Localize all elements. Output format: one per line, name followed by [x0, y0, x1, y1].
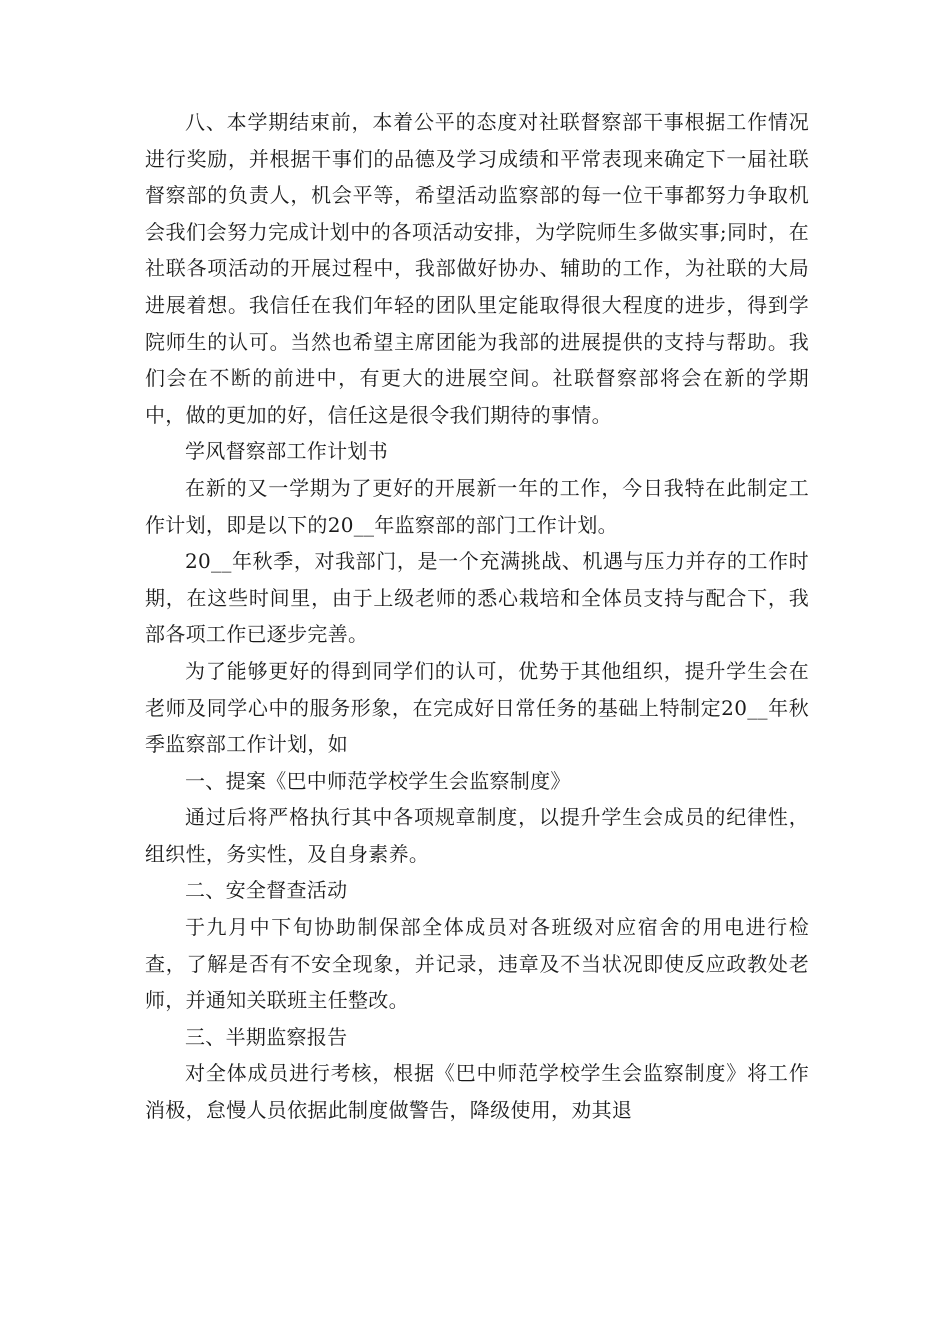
paragraph-item-2: 于九月中下旬协助制保部全体成员对各班级对应宿舍的用电进行检查，了解是否有不安全现象，并记录，违章及不当状况即使反应政教处老师，并通知关联班主任整改。 [145, 915, 809, 1013]
paragraph-plan-purpose: 为了能够更好的得到同学们的认可，优势于其他组织，提升学生会在老师及同学心中的服务形象，在完成好日常任务的基础上特制定20__年秋季监察部工作计划，如 [145, 658, 809, 757]
heading-item-2: 二、安全督查活动 [185, 878, 348, 903]
paragraph-item-3: 对全体成员进行考核，根据《巴中师范学校学生会监察制度》将工作消极，怠慢人员依据此制度做警告，降级使用，劝其退 [145, 1061, 809, 1123]
section-title: 学风督察部工作计划书 [185, 439, 388, 464]
heading-item-3: 三、半期监察报告 [185, 1024, 348, 1049]
paragraph-item-1: 通过后将严格执行其中各项规章制度，以提升学生会成员的纪律性，组织性，务实性，及自身素养。 [145, 805, 809, 866]
document-body [145, 104, 809, 1129]
paragraph-item-8-conclusion: 八、本学期结束前，本着公平的态度对社联督察部干事根据工作情况进行奖励，并根据干事们的品德及学习成绩和平常表现来确定下一届社联督察部的负责人，机会平等，希望活动监察部的每一位干事都努力争取机会我们会努力完成计划中的各项活动安排，为学院师生多做实事;同时，在社联各项活动的开展过程中，我部做好协办、辅助的工作，为社联的大局进展着想。我信任在我们年轻的团队里定能取得很大程度的进步，得到学院师生的认可。当然也希望主席团能为我部的进展提供的支持与帮助。我们会在不断的前进中，有更大的进展空间。社联督察部将会在新的学期中，做的更加的好，信任这是很令我们期待的事情。 [145, 110, 809, 427]
heading-item-1: 一、提案《巴中师范学校学生会监察制度》 [185, 768, 571, 793]
paragraph-autumn-overview: 20__年秋季，对我部门，是一个充满挑战、机遇与压力并存的工作时期，在这些时间里，由于上级老师的悉心栽培和全体员支持与配合下，我部各项工作已逐步完善。 [145, 549, 809, 647]
paragraph-intro: 在新的又一学期为了更好的开展新一年的工作，今日我特在此制定工作计划，即是以下的20__年监察部的部门工作计划。 [145, 475, 809, 537]
